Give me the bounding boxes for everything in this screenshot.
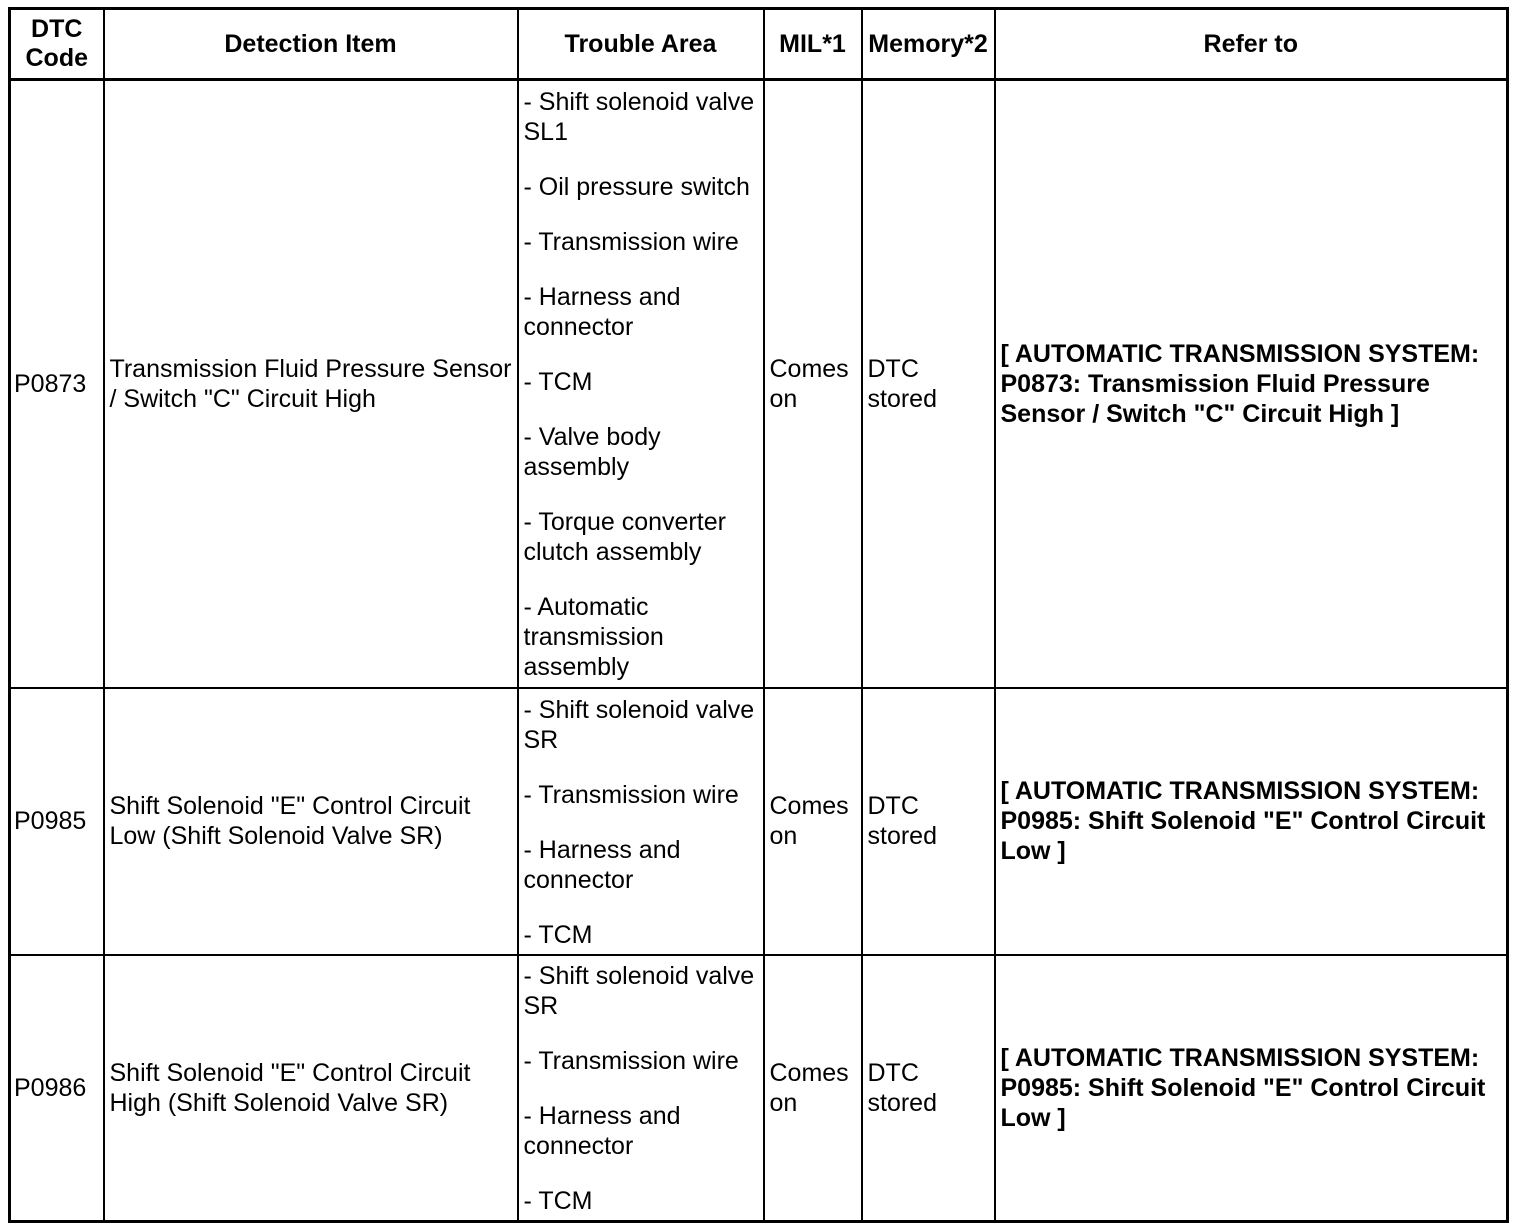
header-trouble-area: Trouble Area — [518, 9, 764, 80]
mil-cell: Comes on — [764, 80, 862, 688]
trouble-area-item: - Valve body assembly — [523, 423, 661, 482]
trouble-area-item: - TCM — [523, 920, 593, 949]
mil-cell: Comes on — [764, 688, 862, 955]
trouble-area-item: - Shift solenoid valve SR — [523, 962, 755, 1021]
header-refer-to: Refer to — [995, 9, 1508, 80]
header-mil: MIL*1 — [764, 9, 862, 80]
memory-cell: DTC stored — [862, 688, 995, 955]
trouble-area-cell — [518, 955, 764, 1222]
refer-to-cell — [995, 955, 1508, 1222]
trouble-area-cell — [518, 80, 764, 688]
header-detection-item: Detection Item — [104, 9, 518, 80]
trouble-area-item: - Torque converter clutch assembly — [523, 508, 726, 567]
trouble-area-item: - TCM — [523, 368, 593, 397]
trouble-area-item: - TCM — [523, 1187, 593, 1216]
trouble-area-item: - Transmission wire — [523, 1047, 739, 1076]
header-row — [10, 9, 1508, 80]
trouble-area-item: - Transmission wire — [523, 228, 739, 257]
dtc-code-cell: P0985 — [10, 688, 104, 955]
refer-to-link[interactable]: [ AUTOMATIC TRANSMISSION SYSTEM: P0985: Shift Solenoid "E" Control Circuit Low ] — [1000, 777, 1486, 865]
header-dtc-code: DTC Code — [10, 9, 104, 80]
refer-to-cell — [995, 80, 1508, 688]
memory-cell: DTC stored — [862, 80, 995, 688]
trouble-area-item: - Harness and connector — [523, 1102, 681, 1161]
detection-item-cell: Shift Solenoid "E" Control Circuit Low (Shift Solenoid Valve SR) — [104, 688, 518, 955]
trouble-area-item: - Shift solenoid valve SL1 — [523, 88, 755, 147]
mil-cell: Comes on — [764, 955, 862, 1222]
trouble-area-item: - Harness and connector — [523, 283, 681, 342]
table-row — [10, 80, 1508, 688]
dtc-code-cell: P0873 — [10, 80, 104, 688]
table-row — [10, 688, 1508, 955]
dtc-table — [8, 7, 1509, 1223]
trouble-area-item: - Oil pressure switch — [523, 173, 750, 202]
table-row — [10, 955, 1508, 1222]
refer-to-link[interactable]: [ AUTOMATIC TRANSMISSION SYSTEM: P0985: Shift Solenoid "E" Control Circuit Low ] — [1000, 1043, 1486, 1132]
header-memory: Memory*2 — [862, 9, 995, 80]
detection-item-cell: Transmission Fluid Pressure Sensor / Switch "C" Circuit High — [104, 80, 518, 688]
memory-cell: DTC stored — [862, 955, 995, 1222]
trouble-area-cell — [518, 688, 764, 955]
trouble-area-item: - Automatic transmission assembly — [523, 593, 664, 682]
refer-to-cell — [995, 688, 1508, 955]
trouble-area-item: - Transmission wire — [523, 780, 739, 809]
refer-to-link[interactable]: [ AUTOMATIC TRANSMISSION SYSTEM: P0873: Transmission Fluid Pressure Sensor / Switch "C" Circuit High ] — [1000, 339, 1480, 428]
trouble-area-item: - Harness and connector — [523, 835, 681, 894]
detection-item-cell: Shift Solenoid "E" Control Circuit High (Shift Solenoid Valve SR) — [104, 955, 518, 1222]
trouble-area-item: - Shift solenoid valve SR — [523, 695, 755, 754]
dtc-code-cell: P0986 — [10, 955, 104, 1222]
